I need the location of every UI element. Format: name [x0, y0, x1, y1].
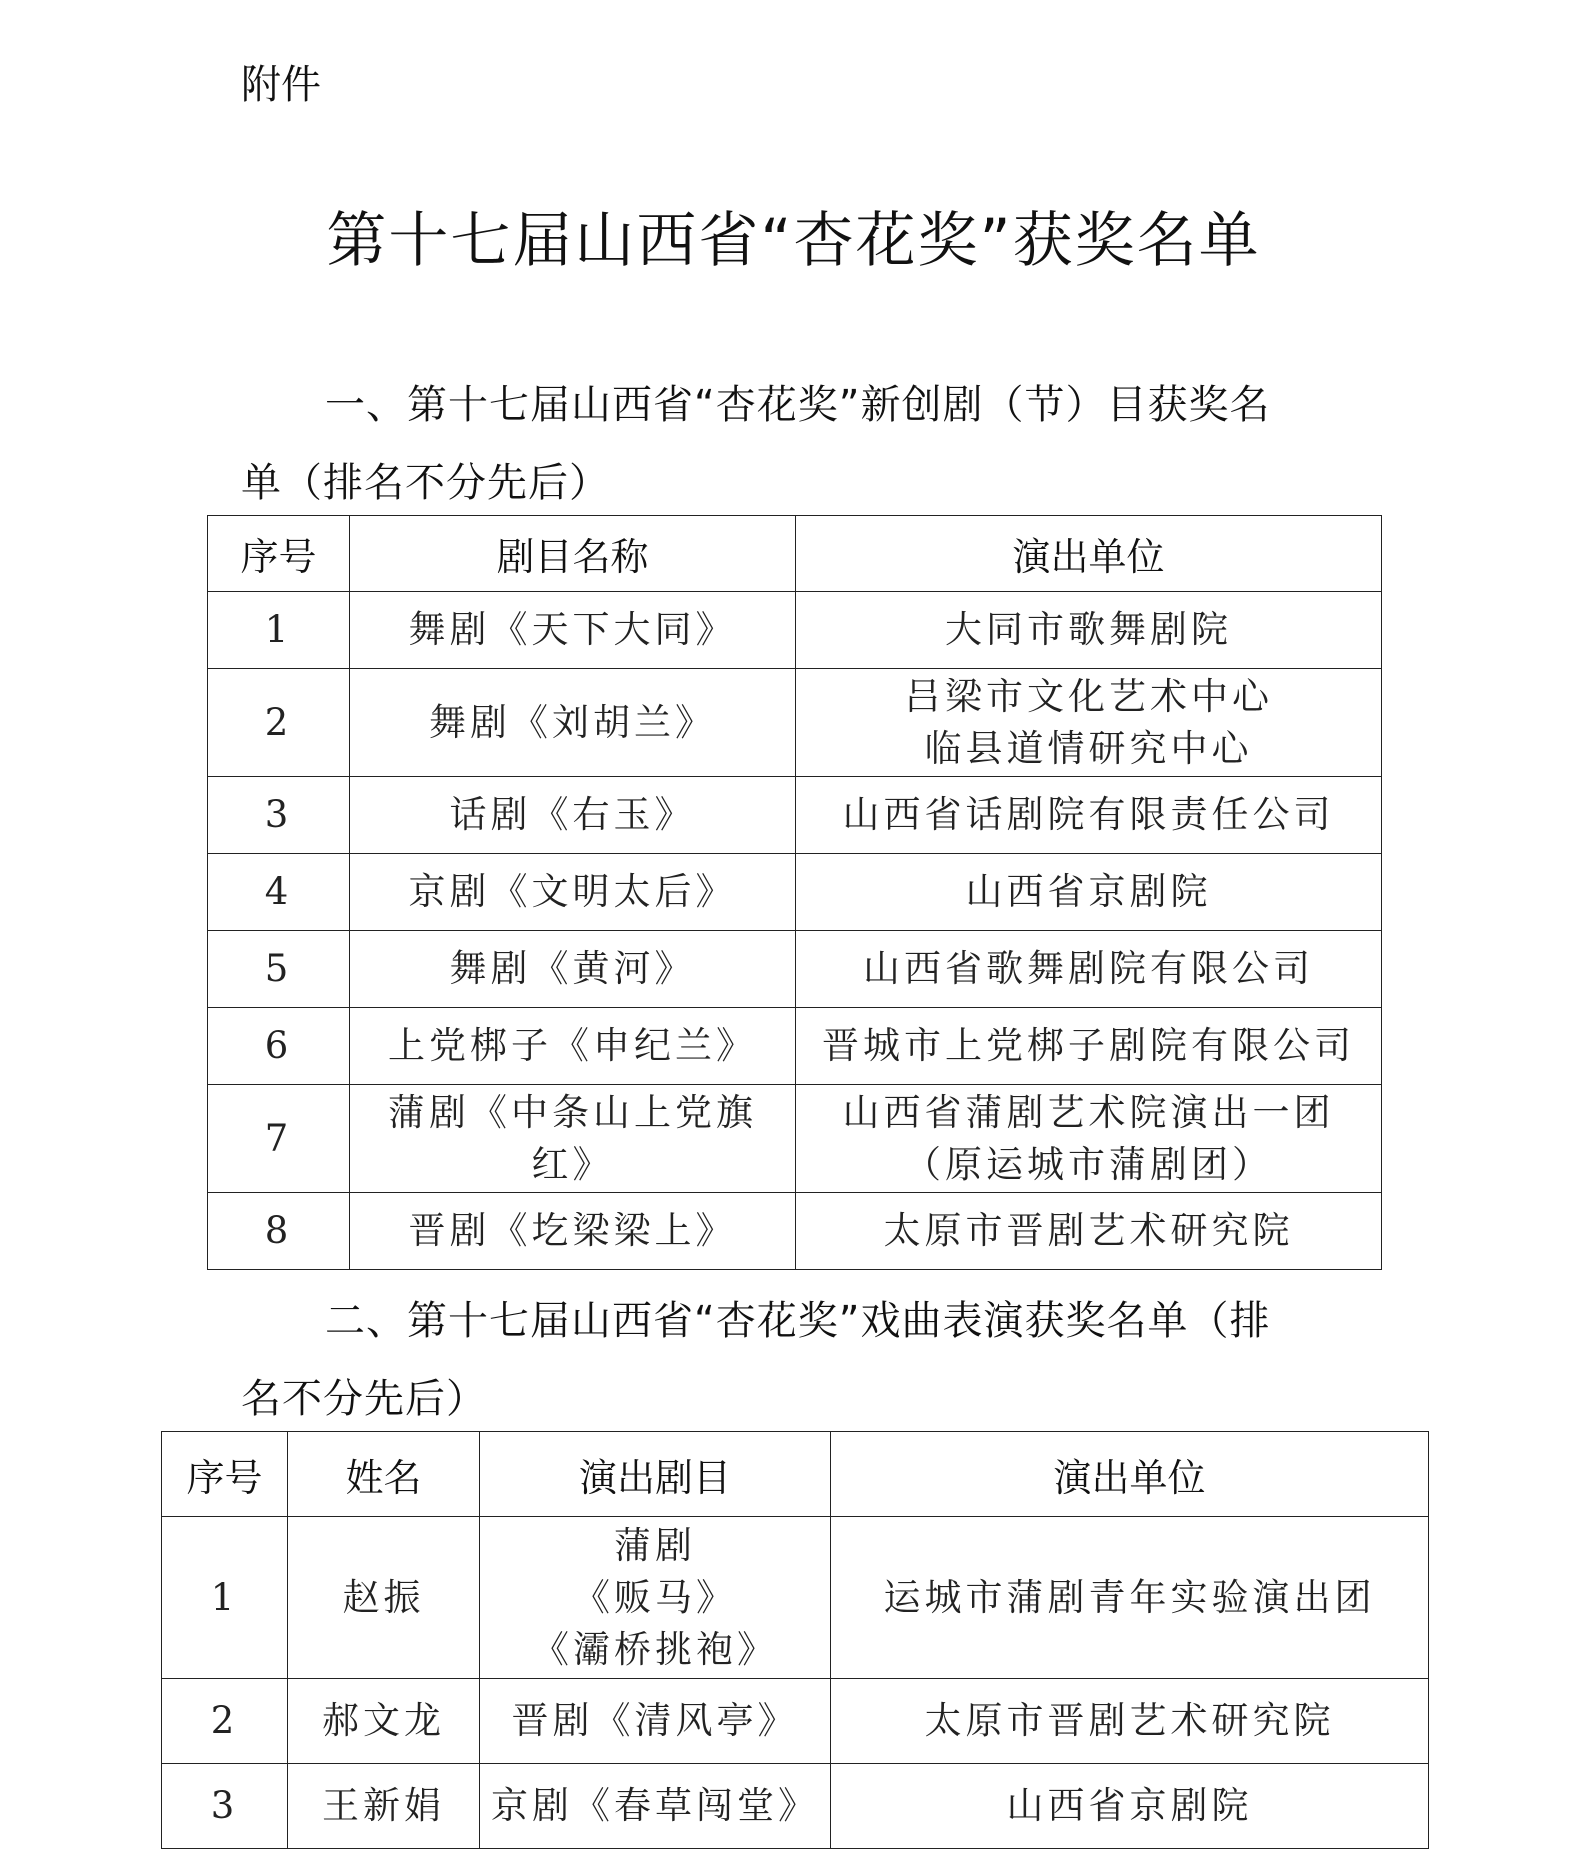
- section2-heading-line1: 二、第十七届山西省“杏花奖”戏曲表演获奖名单（排: [325, 1298, 1271, 1344]
- row-performing-unit: 大同市歌舞剧院: [796, 592, 1382, 669]
- table-row: [208, 592, 1382, 669]
- unit-line: （原运城市蒲剧团）: [904, 1142, 1273, 1186]
- row-play-name: [350, 1085, 796, 1193]
- page-title: 第十七届山西省“杏花奖”获奖名单: [326, 206, 1261, 276]
- play-line: 蒲剧: [614, 1523, 696, 1567]
- table-row: [208, 777, 1382, 854]
- table-row: [208, 854, 1382, 931]
- row-play-name: 舞剧《刘胡兰》: [350, 669, 796, 777]
- header-play: 演出剧目: [480, 1432, 831, 1517]
- table-row: [162, 1517, 1429, 1679]
- row-performing-unit: 太原市晋剧艺术研究院: [831, 1679, 1429, 1764]
- play-name-line: 蒲剧《中条山上党旗: [388, 1090, 757, 1134]
- new-works-award-table: [207, 515, 1382, 1270]
- row-index: 8: [208, 1193, 350, 1270]
- row-play-name: 上党梆子《申纪兰》: [350, 1008, 796, 1085]
- header-play-name: 剧目名称: [350, 516, 796, 592]
- header-performing-unit: 演出单位: [831, 1432, 1429, 1517]
- unit-line: 临县道情研究中心: [924, 726, 1253, 770]
- header-index: 序号: [208, 516, 350, 592]
- unit-line: 吕梁市文化艺术中心: [904, 674, 1273, 718]
- row-play-name: 晋剧《圪梁梁上》: [350, 1193, 796, 1270]
- row-performing-unit: 山西省歌舞剧院有限公司: [796, 931, 1382, 1008]
- section1-heading-line2: 单（排名不分先后）: [241, 460, 610, 506]
- row-play-name: 舞剧《天下大同》: [350, 592, 796, 669]
- row-index: 1: [162, 1517, 288, 1679]
- table-row: [208, 1085, 1382, 1193]
- row-performing-unit: 山西省京剧院: [796, 854, 1382, 931]
- table-header-row: [162, 1432, 1429, 1517]
- row-index: 2: [162, 1679, 288, 1764]
- row-name: 赵振: [288, 1517, 480, 1679]
- header-index: 序号: [162, 1432, 288, 1517]
- row-performing-unit: 山西省京剧院: [831, 1764, 1429, 1849]
- row-name: 郝文龙: [288, 1679, 480, 1764]
- row-index: 6: [208, 1008, 350, 1085]
- table-header-row: [208, 516, 1382, 592]
- row-play: 晋剧《清风亭》: [480, 1679, 831, 1764]
- row-performing-unit: [796, 1085, 1382, 1193]
- play-name-line: 红》: [531, 1142, 614, 1186]
- row-index: 3: [208, 777, 350, 854]
- performance-award-table: [161, 1431, 1429, 1849]
- row-performing-unit: 运城市蒲剧青年实验演出团: [831, 1517, 1429, 1679]
- row-index: 5: [208, 931, 350, 1008]
- row-index: 1: [208, 592, 350, 669]
- table-row: [208, 669, 1382, 777]
- row-play-name: 舞剧《黄河》: [350, 931, 796, 1008]
- table-row: [208, 1193, 1382, 1270]
- table-row: [208, 1008, 1382, 1085]
- attachment-label: 附件: [241, 62, 321, 108]
- row-index: 3: [162, 1764, 288, 1849]
- header-name: 姓名: [288, 1432, 480, 1517]
- row-performing-unit: 晋城市上党梆子剧院有限公司: [796, 1008, 1382, 1085]
- section1-heading-line1: 一、第十七届山西省“杏花奖”新创剧（节）目获奖名: [325, 382, 1271, 428]
- table-row: [162, 1764, 1429, 1849]
- row-play: 京剧《春草闯堂》: [480, 1764, 831, 1849]
- row-performing-unit: [796, 669, 1382, 777]
- header-performing-unit: 演出单位: [796, 516, 1382, 592]
- play-line: 《灞桥挑袍》: [532, 1627, 778, 1671]
- row-play-name: 京剧《文明太后》: [350, 854, 796, 931]
- row-index: 7: [208, 1085, 350, 1193]
- table-row: [208, 931, 1382, 1008]
- row-play: [480, 1517, 831, 1679]
- row-index: 2: [208, 669, 350, 777]
- row-index: 4: [208, 854, 350, 931]
- row-play-name: 话剧《右玉》: [350, 777, 796, 854]
- play-line: 《贩马》: [573, 1575, 737, 1619]
- section2-heading-line2: 名不分先后）: [241, 1376, 487, 1422]
- row-name: 王新娟: [288, 1764, 480, 1849]
- table-row: [162, 1679, 1429, 1764]
- row-performing-unit: 太原市晋剧艺术研究院: [796, 1193, 1382, 1270]
- row-performing-unit: 山西省话剧院有限责任公司: [796, 777, 1382, 854]
- unit-line: 山西省蒲剧艺术院演出一团: [842, 1090, 1335, 1134]
